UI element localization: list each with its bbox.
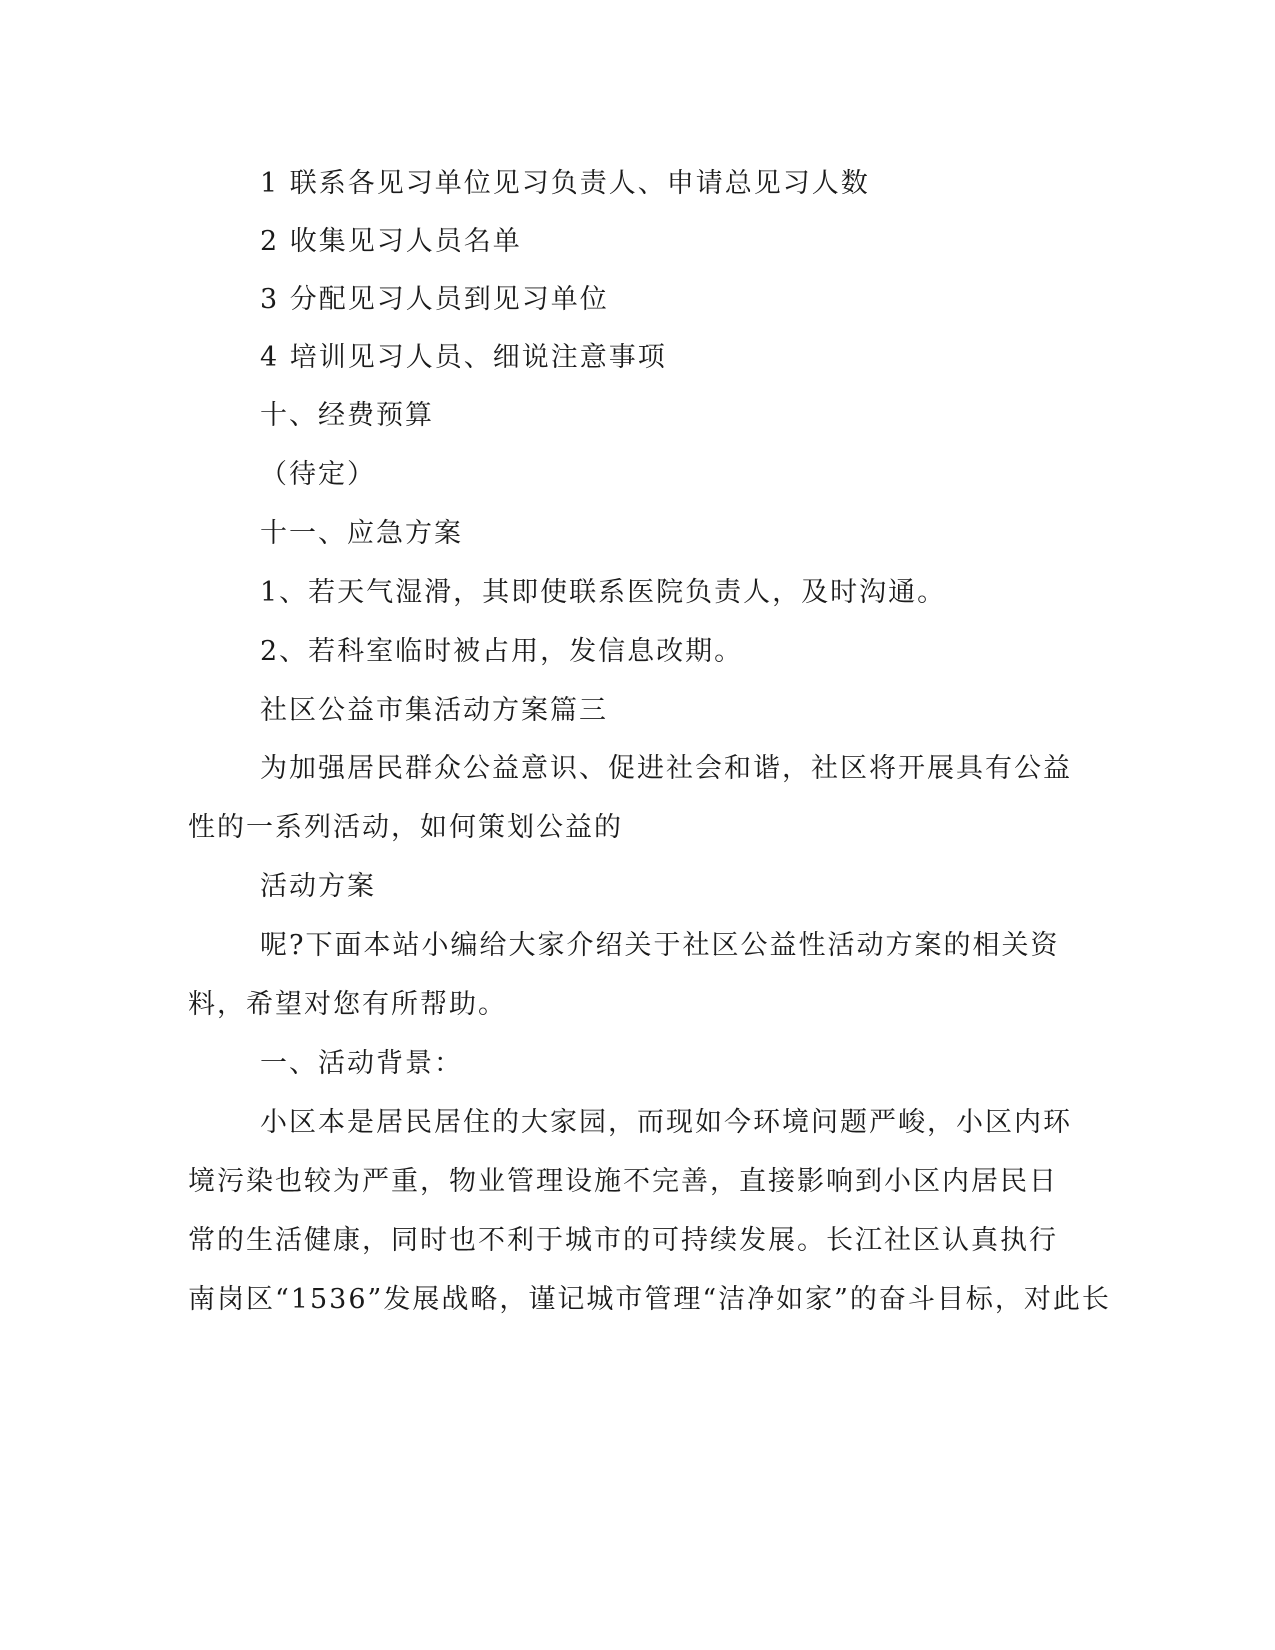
section-heading-budget: 十、经费预算 [260, 400, 434, 431]
step-4-training: 4 培训见习人员、细说注意事项 [260, 342, 667, 373]
step-3-assign-units: 3 分配见习人员到见习单位 [260, 284, 609, 315]
background-paragraph-line-2: 境污染也较为严重，物业管理设施不完善，直接影响到小区内居民日 [188, 1166, 1058, 1197]
step-1-contact-units: 1 联系各见习单位见习负责人、申请总见习人数 [260, 168, 870, 199]
section-heading-background: 一、活动背景： [260, 1048, 463, 1079]
emergency-item-2: 2、若科室临时被占用，发信息改期。 [260, 636, 744, 667]
intro-paragraph-line-3: 活动方案 [260, 871, 376, 902]
article-title: 社区公益市集活动方案篇三 [260, 695, 608, 726]
section-heading-emergency-plan: 十一、应急方案 [260, 518, 463, 549]
emergency-item-1: 1、若天气湿滑，其即使联系医院负责人，及时沟通。 [260, 577, 947, 608]
background-paragraph-line-3: 常的生活健康，同时也不利于城市的可持续发展。长江社区认真执行 [188, 1225, 1058, 1256]
background-paragraph-line-1: 小区本是居民居住的大家园，而现如今环境问题严峻，小区内环 [260, 1107, 1072, 1138]
intro-paragraph-line-4: 呢?下面本站小编给大家介绍关于社区公益性活动方案的相关资 [260, 930, 1060, 961]
intro-paragraph-line-2: 性的一系列活动，如何策划公益的 [188, 812, 623, 843]
budget-pending-note: （待定） [260, 459, 376, 490]
step-2-collect-names: 2 收集见习人员名单 [260, 226, 522, 257]
intro-paragraph-line-5: 料，希望对您有所帮助。 [188, 989, 507, 1020]
intro-paragraph-line-1: 为加强居民群众公益意识、促进社会和谐，社区将开展具有公益 [260, 753, 1072, 784]
background-paragraph-line-4: 南岗区“1536”发展战略，谨记城市管理“洁净如家”的奋斗目标，对此长 [188, 1284, 1111, 1315]
